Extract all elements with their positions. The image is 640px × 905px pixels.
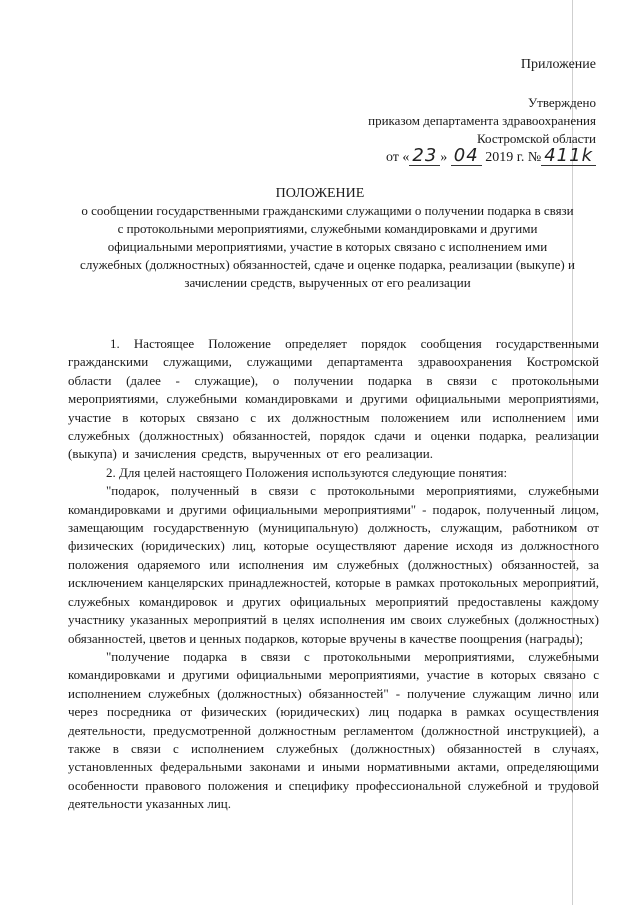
paragraph-definition-2: "получение подарка в связи с протокольными мероприятиями, служебными командировками и другими официальными мероприятиями, участие в которых связано с исполнением служебных (должностных) обязанностей" - получение служащим лично или через посредника от физических (юридических) лиц подарка в рамках осуществления деятельности, предусмотренной должностным регламентом (должностной инструкцией), а также в связи с исполнением служебных (должностных) обязанностей в случаях, установленных федеральными законами и иными нормативными актами, определяющими особенности правового положения и специфику профессиональной служебной и трудовой деятельности указанных лиц.: [68, 648, 599, 812]
region-line: Костромской области: [476, 131, 596, 146]
paragraph-2: 2. Для целей настоящего Положения используются следующие понятия:: [106, 464, 508, 480]
order-line: приказом департамента здравоохранения: [368, 113, 596, 128]
paragraph-definition-1: "подарок, полученный в связи с протокольными мероприятиями, служебными командировками и другими официальными мероприятиями" - подарок, полученный лицом, замещающим государственную (муниципальную) должность, служащим, работником от физических (юридических) лиц, которые осуществляют дарение исходя из должностного положения одаряемого или исполнения им служебных (должностных) обязанностей, за исключением канцелярских принадлежностей, которые в рамках протокольных мероприятий, служебных командировок и других официальных мероприятий предоставлены каждому участнику указанных мероприятий в целях исполнения им своих служебных (должностных) обязанностей, цветов и ценных подарков, которые вручены в качестве поощрения (награды);: [68, 483, 599, 646]
date-mid: »: [440, 150, 448, 165]
date-year: 2019 г. №: [485, 150, 542, 165]
document-subtitle: о сообщении государственными гражданскими служащими о получении подарка в связи с протокольными мероприятиями, служебными командировками и другими официальными мероприятиями, участие в которых связано с исполнением ими служебных (должностных) обязанностей, сдаче и оценке подарка, реализации (выкупе) и зачислении средств, вырученных от его реализации: [80, 203, 575, 290]
order-number-handwritten: 411k: [541, 148, 596, 166]
date-day-handwritten: 23: [409, 148, 440, 166]
approved-label: Утверждено: [527, 95, 596, 110]
order-date-line: [385, 145, 596, 167]
date-month-handwritten: 04: [451, 148, 482, 166]
paragraph-1: 1. Настоящее Положение определяет порядок сообщения государственными гражданскими служащими, служащими департамента здравоохранения Костромской области (далее - служащие), о получении подарка в связи с протокольными мероприятиями, служебными командировками и другими официальными мероприятиями, участие в которых связано с их должностным положением или исполнением ими служебных (должностных) обязанностей, порядок сдачи и оценки подарка, реализации (выкупа) и зачисления средств, вырученных от его реализации.: [68, 336, 599, 462]
date-prefix: от «: [385, 150, 410, 165]
document-body: [68, 335, 599, 814]
appendix-label: Приложение: [520, 57, 596, 72]
document-title: ПОЛОЖЕНИЕ: [275, 186, 365, 201]
